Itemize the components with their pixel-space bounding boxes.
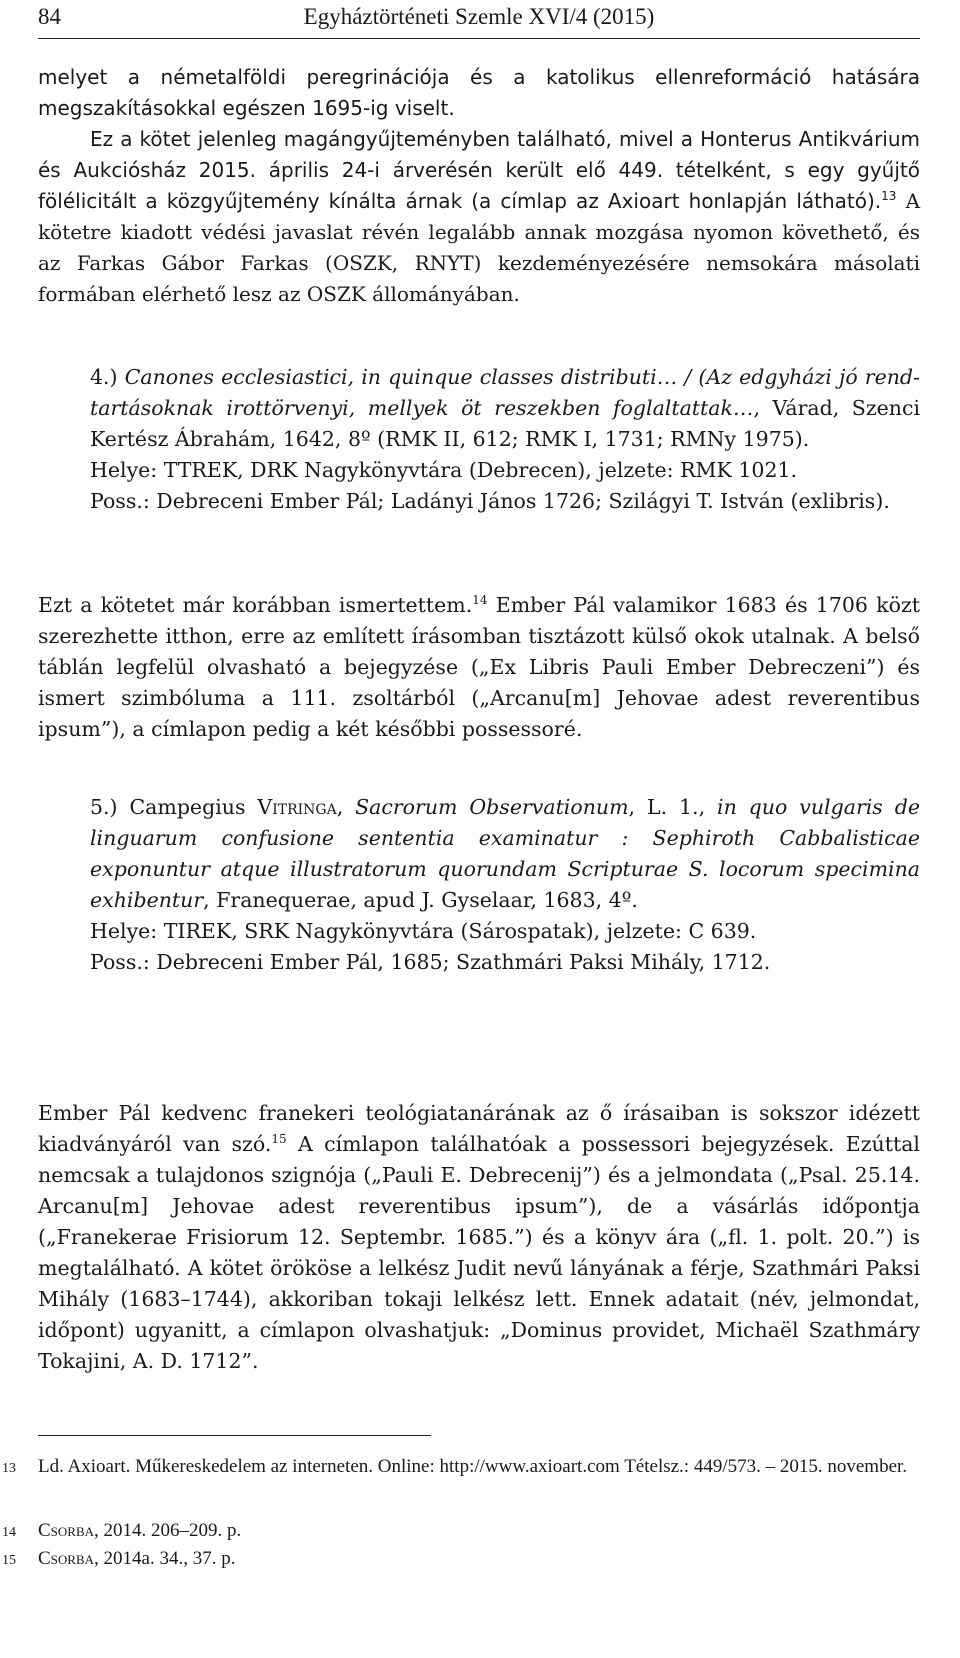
footnote-14: [0, 1516, 920, 1546]
entry-5-title: Sacrorum Observationum: [355, 795, 629, 819]
paragraph-2: [38, 590, 920, 745]
catalog-entry-4: [90, 362, 920, 517]
entry-4-location: Helye: TTREK, DRK Nagykönyvtára (Debrecen), jelzete: RMK 1021.: [90, 458, 798, 482]
footnote-14-citation: , 2014. 206–209. p.: [94, 1520, 242, 1541]
entry-4-citation: [90, 362, 920, 455]
paragraph-2-body: [38, 590, 920, 745]
footnote-13: [0, 1452, 920, 1516]
footnote-separator: [38, 1435, 431, 1436]
entry-5-subtitle: in quo vulgaris de linguarum confusione sententia examinatur : Sephiroth Cabbalisticae exponuntur atque illustratorum quorundam Scripturae S. locorum specimina exhibentur: [90, 795, 920, 912]
footnote-13-text: Ld. Axioart. Műkereskedelem az interneten. Online: http://www.axioart.com Tételsz.: 449/573. – 2015. november.: [38, 1456, 908, 1477]
footnote-15-author: Csorba: [38, 1548, 95, 1569]
paragraph-3-body: [38, 1098, 920, 1377]
footnote-15-citation: , 2014a. 34., 37. p.: [94, 1548, 236, 1569]
paragraph-1-sentence-2: A kötetre kiadott védési javaslat révén legalább annak mozgása nyomon követhető, és az Farkas Gábor Farkas (OSZK, RNYT) kezdeményezésére nemsokára másolati formában elérhető lesz az OSZK állományában.: [38, 189, 921, 306]
footnote-15-mark: 15: [2, 1553, 16, 1568]
journal-title: Egyháztörténeti Szemle XVI/4 (2015): [303, 4, 655, 29]
entry-4-imprint: , Várad, Szenci Kertész Ábrahám, 1642, 8º (RMK II, 612; RMK I, 1731; RMNy 1975).: [90, 396, 920, 451]
entry-4-number: 4.): [90, 365, 118, 389]
footnote-14-author: Csorba: [38, 1520, 95, 1541]
footnote-13-mark: 13: [2, 1461, 16, 1476]
entry-5-location: Helye: TIREK, SRK Nagykönyvtára (Sárospatak), jelzete: C 639.: [90, 919, 757, 943]
paragraph-1-continuation: melyet a németalföldi peregrinációja és a katolikus ellenreformáció hatására megszakításokkal egészen 1695-ig viselt.: [38, 65, 920, 120]
paragraph-1-body: [38, 124, 920, 310]
entry-5-volume: , L. 1.,: [628, 795, 706, 819]
entry-5-author: Vitringa: [257, 795, 337, 819]
running-header: [38, 0, 920, 39]
footnote-15-text: [38, 1544, 920, 1574]
paragraph-3-sentence-2: A címlapon találhatóak a possessori bejegyzések. Ezúttal nemcsak a tulajdonos szignója („Pauli E. Debrecenij”) és a jelmondata („Psal. 25.14. Arcanu[m] Jehovae adest reverentibus ipsum”), de a vásárlás időpontja („Franekerae Frisiorum 12. Septembr. 1685.”) és a könyv ára („fl. 1. polt. 20.”) is megtalálható. A kötet örököse a lelkész Judit nevű lányának a férje, Szathmári Paksi Mihály (1683–1744), akkoriban tokaji lelkész lett. Ennek adatait (név, jelmondat, időpont) ugyanitt, a címlapon olvashatjuk: „Dominus providet, Michaël Szathmáry Tokajini, A. D. 1712”.: [38, 1132, 920, 1373]
paragraph-1-sentence: Ez a kötet jelenleg magángyűjteményben található, mivel a Honterus Antikvárium és Aukciósház 2015. április 24-i árverésén került elő 449. tételként, s egy gyűjtő fölélicitált a közgyűjtemény kínálta árnak (a címlap az Axioart honlapján látható).: [38, 127, 920, 213]
paragraph-3: [38, 1098, 920, 1377]
footnote-14-text: [38, 1516, 920, 1546]
entry-5-citation: 5.) Campegius Vitringa, Sacrorum Observationum, L. 1., in quo vulgaris de linguarum confusione sententia examinatur : Sephiroth Cabbalisticae exponuntur atque illustratorum quorundam Scripturae S. locorum specimina exhibentur, Franequerae, apud J. Gyselaar, 1683, 4º.: [90, 795, 920, 912]
paragraph-1: [38, 62, 920, 310]
entry-4-possessors: Poss.: Debreceni Ember Pál; Ladányi János 1726; Szilágyi T. István (exlibris).: [90, 489, 890, 513]
paragraph-2-sentence-2: Ember Pál valamikor 1683 és 1706 közt szerezhette itthon, erre az említett írásomban tisztázott külső okok utalnak. A belső táblán legfelül olvasható a bejegyzése („Ex Libris Pauli Ember Debreczeni”) és ismert szimbóluma a 111. zsoltárból („Arcanu[m] Jehovae adest reverentibus ipsum”), a címlapon pedig a két későbbi possessoré.: [38, 593, 920, 741]
catalog-entry-5: [90, 792, 920, 978]
page-number: 84: [38, 4, 61, 29]
entry-5-possessors: Poss.: Debreceni Ember Pál, 1685; Szathmári Paksi Mihály, 1712.: [90, 950, 771, 974]
footnote-14-mark: 14: [2, 1525, 16, 1540]
entry-5-imprint: , Franequerae, apud J. Gyselaar, 1683, 4º.: [203, 888, 638, 912]
footnote-ref-14[interactable]: 14: [472, 593, 488, 607]
footnote-ref-13[interactable]: 13: [881, 189, 897, 203]
entry-5-number-author: 5.) Campegius: [90, 795, 246, 819]
footnote-ref-15[interactable]: 15: [271, 1132, 287, 1146]
footnote-15: [0, 1544, 920, 1574]
entry-4-title: Canones ecclesiastici, in quinque classes distributi… / (Az edgyházi jó rend-tartásoknak irottörvenyi, mellyek öt reszekben foglaltattak…: [90, 365, 920, 420]
paragraph-3-sentence: Ember Pál kedvenc franekeri teológiatanárának az ő írásaiban is sokszor idézett kiadványáról van szó.: [38, 1101, 920, 1156]
paragraph-2-sentence: Ezt a kötetet már korábban ismertettem.: [38, 593, 473, 617]
